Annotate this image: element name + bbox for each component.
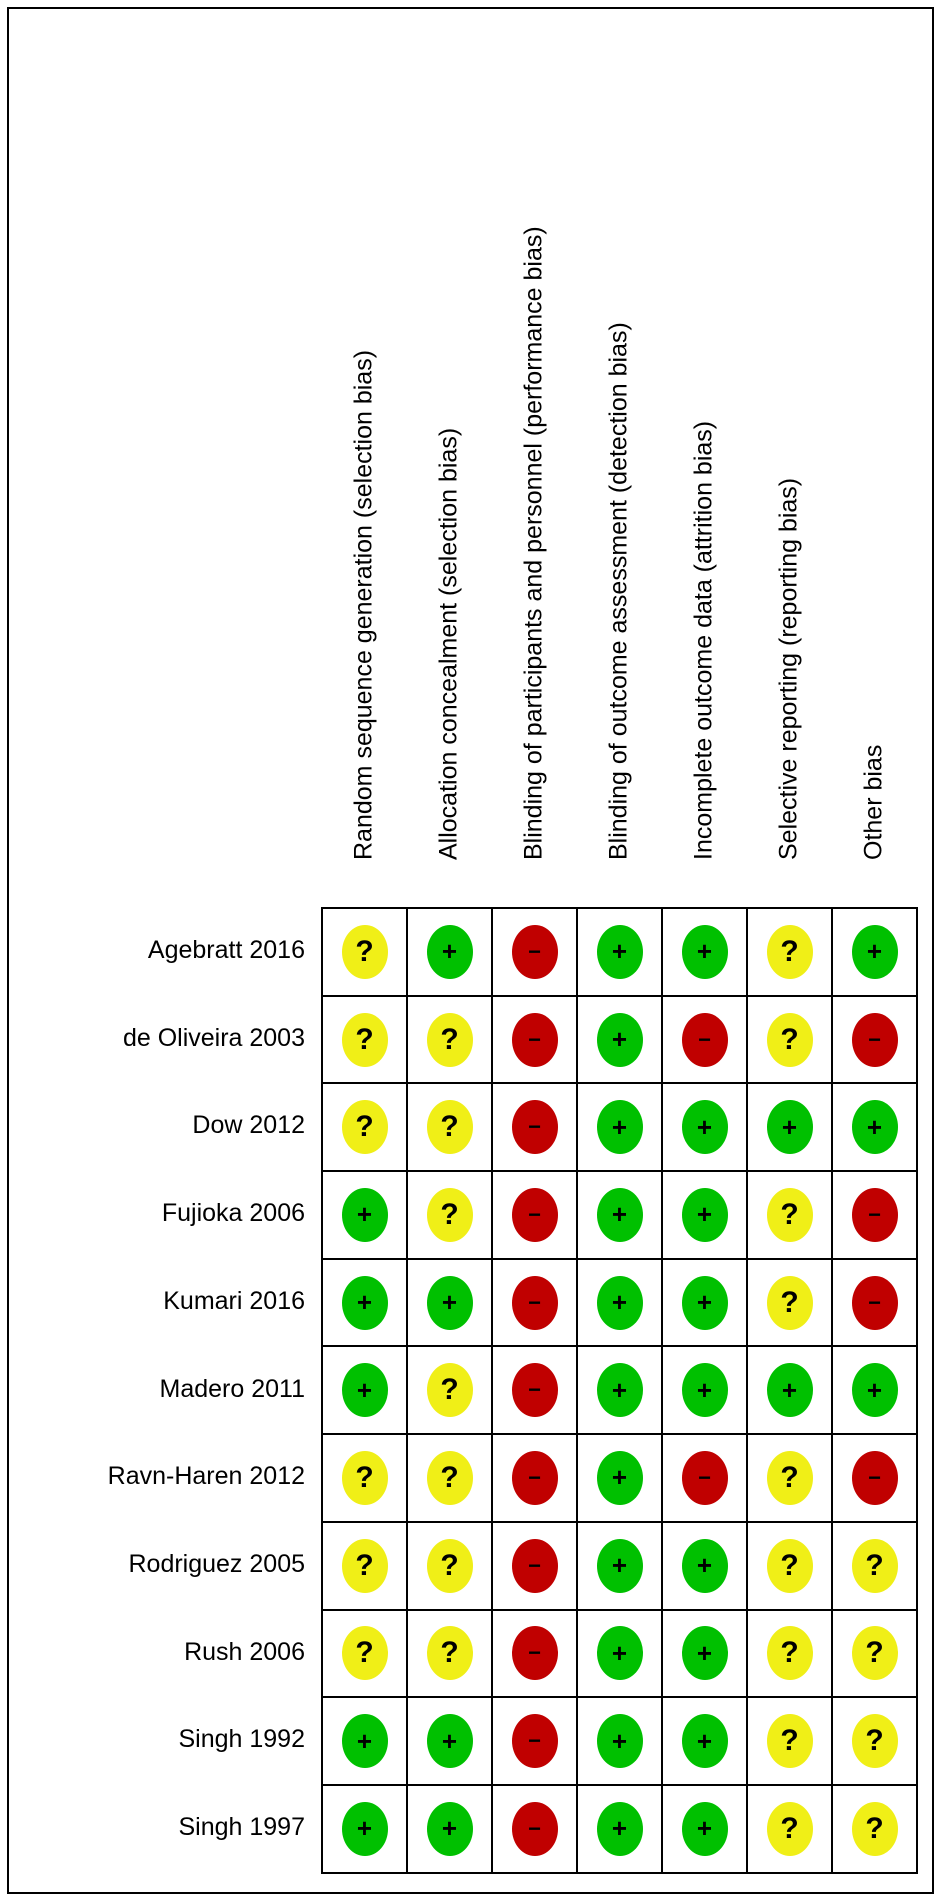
rating-cell (492, 908, 577, 996)
high-risk-icon: − (852, 1276, 898, 1330)
rating-cell (492, 1259, 577, 1347)
rating-cell (832, 996, 917, 1084)
high-risk-icon: − (512, 1451, 558, 1505)
unclear-risk-icon: ? (852, 1626, 898, 1680)
rating-cell (577, 1259, 662, 1347)
table-row (322, 1346, 917, 1434)
rating-cell (492, 1434, 577, 1522)
rating-cell (577, 1697, 662, 1785)
rating-cell (832, 1785, 917, 1873)
rating-cell (832, 1259, 917, 1347)
rating-cell (492, 996, 577, 1084)
rating-cell (662, 1434, 747, 1522)
rating-cell (747, 908, 832, 996)
rating-cell (407, 908, 492, 996)
rating-cell (747, 1434, 832, 1522)
rating-cell (832, 1083, 917, 1171)
rating-cell (492, 1171, 577, 1259)
unclear-risk-icon: ? (427, 1013, 473, 1067)
column-header-label: Incomplete outcome data (attrition bias) (689, 420, 717, 860)
rating-cell (577, 996, 662, 1084)
rating-cell (832, 1610, 917, 1698)
rating-cell (492, 1083, 577, 1171)
low-risk-icon: + (427, 1802, 473, 1856)
rating-cell (662, 1346, 747, 1434)
table-row (322, 1522, 917, 1610)
rating-cell (747, 996, 832, 1084)
rating-cell (747, 1697, 832, 1785)
unclear-risk-icon: ? (852, 1539, 898, 1593)
low-risk-icon: + (597, 1451, 643, 1505)
unclear-risk-icon: ? (427, 1363, 473, 1417)
unclear-risk-icon: ? (427, 1539, 473, 1593)
rating-cell (407, 996, 492, 1084)
low-risk-icon: + (342, 1714, 388, 1768)
rating-cell (662, 908, 747, 996)
low-risk-icon: + (427, 1276, 473, 1330)
column-header-label: Selective reporting (reporting bias) (774, 477, 802, 860)
table-row (322, 1259, 917, 1347)
rating-cell (832, 908, 917, 996)
rating-cell (322, 996, 407, 1084)
rating-cell (747, 1522, 832, 1610)
unclear-risk-icon: ? (427, 1100, 473, 1154)
rating-cell (662, 1171, 747, 1259)
rating-cell (747, 1259, 832, 1347)
low-risk-icon: + (597, 1626, 643, 1680)
high-risk-icon: − (512, 1802, 558, 1856)
column-header (406, 0, 491, 889)
low-risk-icon: + (682, 925, 728, 979)
rating-cell (577, 1171, 662, 1259)
low-risk-icon: + (342, 1363, 388, 1417)
unclear-risk-icon: ? (427, 1451, 473, 1505)
low-risk-icon: + (767, 1363, 813, 1417)
low-risk-icon: + (767, 1100, 813, 1154)
rating-cell (492, 1610, 577, 1698)
rating-cell (322, 908, 407, 996)
low-risk-icon: + (597, 1276, 643, 1330)
column-header (321, 0, 406, 889)
table-row (322, 908, 917, 996)
rating-cell (322, 1259, 407, 1347)
high-risk-icon: − (512, 1714, 558, 1768)
rating-cell (407, 1259, 492, 1347)
study-label: Fujioka 2006 (161, 1199, 305, 1228)
low-risk-icon: + (597, 1013, 643, 1067)
study-label: Kumari 2016 (163, 1286, 305, 1315)
rating-cell (747, 1171, 832, 1259)
column-header-label: Blinding of outcome assessment (detection bias) (604, 322, 632, 860)
high-risk-icon: − (852, 1451, 898, 1505)
low-risk-icon: + (682, 1188, 728, 1242)
risk-of-bias-grid (321, 907, 918, 1874)
rating-cell (832, 1434, 917, 1522)
rating-cell (492, 1346, 577, 1434)
low-risk-icon: + (427, 925, 473, 979)
low-risk-icon: + (597, 1100, 643, 1154)
study-label: Ravn-Haren 2012 (107, 1462, 305, 1491)
rating-cell (577, 1434, 662, 1522)
unclear-risk-icon: ? (342, 1451, 388, 1505)
low-risk-icon: + (852, 1100, 898, 1154)
low-risk-icon: + (597, 1714, 643, 1768)
low-risk-icon: + (342, 1802, 388, 1856)
unclear-risk-icon: ? (342, 1100, 388, 1154)
unclear-risk-icon: ? (342, 1626, 388, 1680)
high-risk-icon: − (512, 1013, 558, 1067)
low-risk-icon: + (682, 1802, 728, 1856)
rating-cell (577, 1785, 662, 1873)
rating-cell (662, 1083, 747, 1171)
rating-cell (407, 1171, 492, 1259)
high-risk-icon: − (512, 1100, 558, 1154)
unclear-risk-icon: ? (427, 1626, 473, 1680)
column-header-label: Allocation concealment (selection bias) (434, 427, 462, 860)
column-header (661, 0, 746, 889)
unclear-risk-icon: ? (767, 1626, 813, 1680)
rating-cell (832, 1346, 917, 1434)
high-risk-icon: − (512, 1363, 558, 1417)
low-risk-icon: + (342, 1276, 388, 1330)
rating-cell (492, 1522, 577, 1610)
high-risk-icon: − (682, 1013, 728, 1067)
rating-cell (322, 1785, 407, 1873)
low-risk-icon: + (852, 1363, 898, 1417)
high-risk-icon: − (512, 925, 558, 979)
unclear-risk-icon: ? (427, 1188, 473, 1242)
low-risk-icon: + (852, 925, 898, 979)
column-header-label: Other bias (859, 744, 887, 860)
rating-cell (322, 1697, 407, 1785)
rating-cell (322, 1083, 407, 1171)
rating-cell (662, 1697, 747, 1785)
unclear-risk-icon: ? (767, 1188, 813, 1242)
rating-cell (832, 1697, 917, 1785)
low-risk-icon: + (682, 1363, 728, 1417)
rating-cell (747, 1610, 832, 1698)
rating-cell (662, 1259, 747, 1347)
low-risk-icon: + (682, 1714, 728, 1768)
table-row (322, 1434, 917, 1522)
rating-cell (322, 1610, 407, 1698)
column-header (746, 0, 831, 889)
high-risk-icon: − (682, 1451, 728, 1505)
unclear-risk-icon: ? (852, 1802, 898, 1856)
rating-cell (662, 1785, 747, 1873)
table-row (322, 1610, 917, 1698)
rating-cell (492, 1697, 577, 1785)
high-risk-icon: − (512, 1276, 558, 1330)
study-label: Madero 2011 (159, 1374, 305, 1403)
rating-cell (407, 1522, 492, 1610)
table-row (322, 1785, 917, 1873)
column-header (831, 0, 916, 889)
low-risk-icon: + (682, 1276, 728, 1330)
unclear-risk-icon: ? (767, 1013, 813, 1067)
rating-cell (747, 1083, 832, 1171)
table-row (322, 1083, 917, 1171)
rating-cell (747, 1346, 832, 1434)
rating-cell (577, 1083, 662, 1171)
rating-cell (662, 1522, 747, 1610)
unclear-risk-icon: ? (767, 925, 813, 979)
low-risk-icon: + (682, 1100, 728, 1154)
rating-cell (407, 1346, 492, 1434)
low-risk-icon: + (682, 1626, 728, 1680)
high-risk-icon: − (512, 1626, 558, 1680)
column-header (491, 0, 576, 889)
rating-cell (322, 1346, 407, 1434)
low-risk-icon: + (597, 1188, 643, 1242)
rating-cell (832, 1522, 917, 1610)
study-label: Rush 2006 (184, 1637, 305, 1666)
rating-cell (407, 1785, 492, 1873)
table-row (322, 1171, 917, 1259)
rating-cell (407, 1083, 492, 1171)
low-risk-icon: + (597, 925, 643, 979)
rating-cell (577, 908, 662, 996)
high-risk-icon: − (852, 1013, 898, 1067)
rating-cell (407, 1610, 492, 1698)
low-risk-icon: + (342, 1188, 388, 1242)
rating-cell (322, 1171, 407, 1259)
study-label: Dow 2012 (192, 1111, 305, 1140)
rating-cell (322, 1522, 407, 1610)
column-header-label: Random sequence generation (selection bias) (349, 349, 377, 860)
high-risk-icon: − (852, 1188, 898, 1242)
rating-cell (492, 1785, 577, 1873)
unclear-risk-icon: ? (342, 925, 388, 979)
low-risk-icon: + (597, 1539, 643, 1593)
study-label: Singh 1997 (178, 1813, 305, 1841)
high-risk-icon: − (512, 1539, 558, 1593)
low-risk-icon: + (427, 1714, 473, 1768)
rating-cell (407, 1697, 492, 1785)
rating-cell (407, 1434, 492, 1522)
low-risk-icon: + (597, 1363, 643, 1417)
unclear-risk-icon: ? (767, 1802, 813, 1856)
rating-cell (577, 1610, 662, 1698)
rating-cell (322, 1434, 407, 1522)
rating-cell (577, 1522, 662, 1610)
rating-cell (747, 1785, 832, 1873)
high-risk-icon: − (512, 1188, 558, 1242)
study-label: Agebratt 2016 (147, 936, 305, 964)
rating-cell (662, 996, 747, 1084)
low-risk-icon: + (682, 1539, 728, 1593)
rating-cell (577, 1346, 662, 1434)
column-header (576, 0, 661, 889)
unclear-risk-icon: ? (342, 1539, 388, 1593)
unclear-risk-icon: ? (342, 1013, 388, 1067)
unclear-risk-icon: ? (852, 1714, 898, 1768)
study-label: Rodriguez 2005 (128, 1549, 305, 1578)
unclear-risk-icon: ? (767, 1539, 813, 1593)
low-risk-icon: + (597, 1802, 643, 1856)
column-header-label: Blinding of participants and personnel (performance bias) (519, 226, 547, 860)
unclear-risk-icon: ? (767, 1276, 813, 1330)
study-label: Singh 1992 (178, 1725, 305, 1754)
study-label: de Oliveira 2003 (122, 1023, 305, 1052)
unclear-risk-icon: ? (767, 1451, 813, 1505)
rating-cell (832, 1171, 917, 1259)
table-row (322, 996, 917, 1084)
table-row (322, 1697, 917, 1785)
rating-cell (662, 1610, 747, 1698)
unclear-risk-icon: ? (767, 1714, 813, 1768)
